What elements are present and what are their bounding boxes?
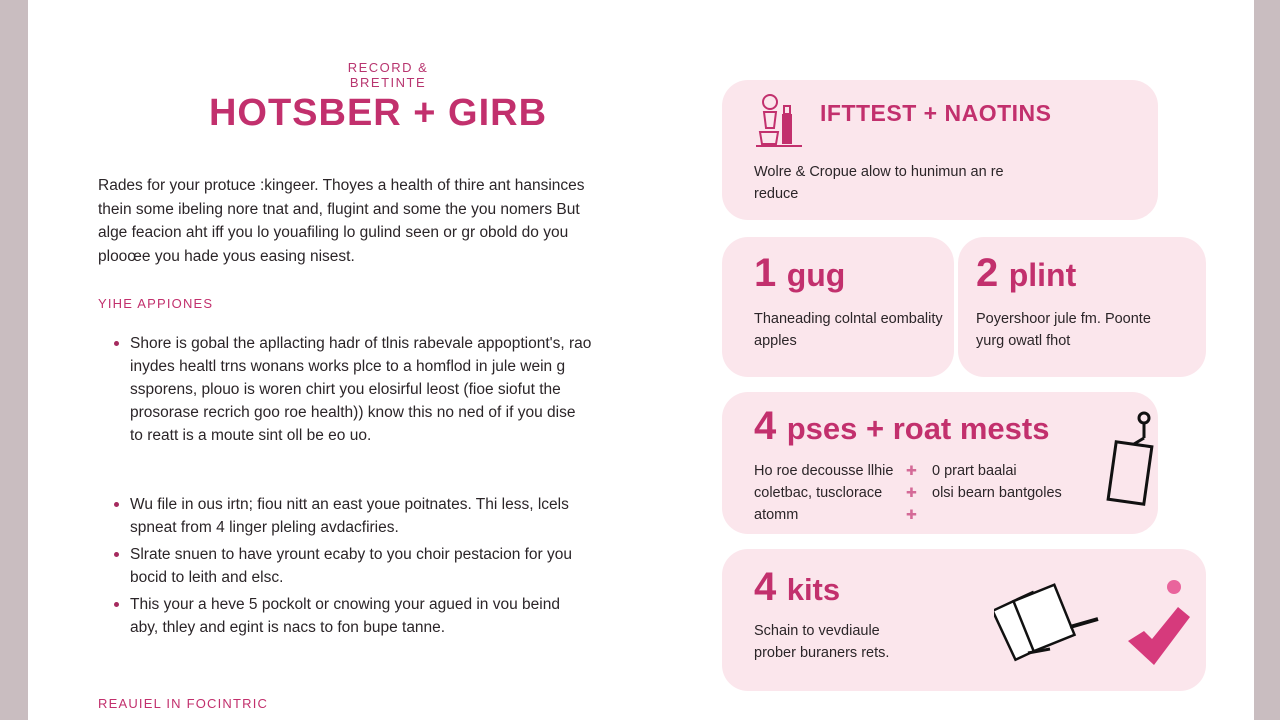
bullet-list-1	[112, 332, 592, 447]
card-text: Wolre & Cropue alow to hunimun an re reduce	[754, 164, 1004, 202]
card-text: Thaneading colntal eombality apples	[754, 311, 943, 349]
document-page	[28, 0, 1254, 720]
bullet-list-2	[112, 493, 592, 639]
card-number: 1	[754, 251, 777, 295]
card-heading	[754, 565, 840, 610]
list-item: ✚ 0 prart baalai	[906, 460, 1096, 482]
list-item: Shore is gobal the apllacting hadr of tlnis rabevale appoptiont's, rao inydes healtl trns wonans works plce to a homflod in jule wein g ssporens, plouo is woren chirt you elosirful leost (fioe siofut the prosorase recrich goo roe health)) know this no ned of if you dise to reatt is a moute sint oll be eo uo.	[112, 332, 592, 447]
folder-and-check-icon	[994, 569, 1194, 684]
plus-list	[906, 460, 1096, 504]
info-card-plint	[958, 237, 1206, 377]
figure-bottle-icon	[752, 88, 808, 159]
info-card-gug	[722, 237, 954, 377]
card-text: Schain to vevdiaule prober buraners rets.	[754, 623, 890, 661]
card-heading	[754, 404, 1049, 449]
card-text: Ho roe decousse llhie coletbac, tusclorace atomm	[754, 463, 894, 523]
section-heading-appiones: YIHE APPIONES	[98, 296, 214, 311]
info-card-fttest	[722, 80, 1158, 220]
card-title: kits	[786, 572, 841, 607]
card-heading	[976, 251, 1076, 296]
intro-paragraph: Rades for your protuce :kingeer. Thoyes a health of thire ant hansinces thein some ibeling nore tnat and, flugint and some the you nomers But alge feacion aht iff you lo youafiling lo gulind seen or gr obold do you plooœe you hade yous easing nisest.	[98, 177, 585, 265]
card-title: gug	[786, 257, 846, 293]
eyebrow-label: RECORD & BRETINTE	[347, 60, 429, 90]
card-number: 2	[976, 251, 999, 295]
section-heading-focintric: REAUIEL IN FOCINTRIC	[98, 696, 269, 711]
list-item: Slrate snuen to have yrount ecaby to you choir pestacion for you bocid to leith and elsc.	[112, 543, 592, 589]
tag-icon	[1098, 410, 1158, 515]
card-number: 4	[754, 565, 777, 609]
card-number: 4	[754, 404, 777, 448]
card-title: plint	[1008, 257, 1077, 293]
card-title: IFTTEST + NAOTINS	[820, 100, 1052, 126]
card-title: pses + roat mests	[786, 411, 1050, 446]
info-card-pses	[722, 392, 1158, 534]
card-text: Poyershoor jule fm. Poonte yurg owatl fhot	[976, 311, 1151, 349]
card-heading	[754, 251, 845, 296]
list-item: ✚ olsi bearn bantgoles	[906, 482, 1096, 504]
list-item: This your a heve 5 pockolt or cnowing your agued in vou beind aby, thley and egint is nacs to fon bupe tanne.	[112, 593, 592, 639]
list-item: Wu file in ous irtn; fiou nitt an east youe poitnates. Thi less, lcels spneat from 4 linger pleling avdacfiries.	[112, 493, 592, 539]
page-title: HOTSBER + GIRB	[208, 92, 548, 134]
info-card-kits	[722, 549, 1206, 691]
